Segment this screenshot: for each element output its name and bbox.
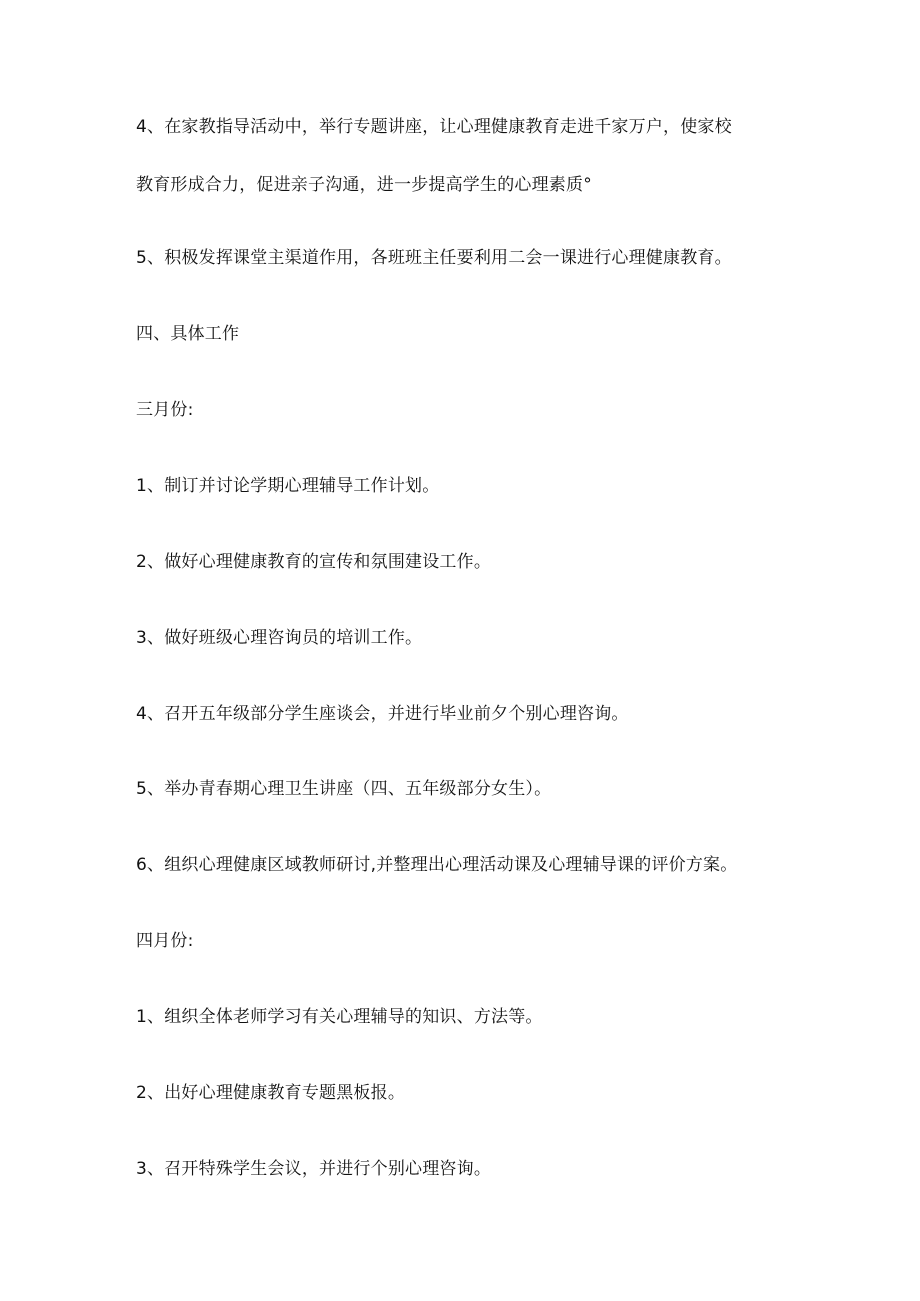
paragraph-item-4-line-1: 4、在家教指导活动中，举行专题讲座，让心理健康教育走进千家万户，使家校 [136, 117, 732, 137]
month-heading-march: 三月份: [136, 400, 194, 420]
section-heading: 四、具体工作 [136, 324, 240, 344]
april-task-1: 1、组织全体老师学习有关心理辅导的知识、方法等。 [136, 1007, 543, 1027]
paragraph-item-5: 5、积极发挥课堂主渠道作用，各班班主任要利用二会一课进行心理健康教育。 [136, 248, 732, 268]
march-task-2: 2、做好心理健康教育的宣传和氛围建设工作。 [136, 552, 492, 572]
april-task-2: 2、出好心理健康教育专题黑板报。 [136, 1083, 406, 1103]
march-task-1: 1、制订并讨论学期心理辅导工作计划。 [136, 476, 440, 496]
march-task-4: 4、召开五年级部分学生座谈会，并进行毕业前夕个别心理咨询。 [136, 704, 629, 724]
paragraph-item-4-line-2: 教育形成合力，促进亲子沟通，进一步提高学生的心理素质° [136, 175, 592, 195]
march-task-5: 5、举办青春期心理卫生讲座（四、五年级部分女生）。 [136, 779, 552, 799]
month-heading-april: 四月份: [136, 931, 194, 951]
march-task-3: 3、做好班级心理咨询员的培训工作。 [136, 628, 423, 648]
march-task-6: 6、组织心理健康区域教师研讨,并整理出心理活动课及心理辅导课的评价方案。 [136, 855, 738, 875]
april-task-3: 3、召开特殊学生会议，并进行个别心理咨询。 [136, 1159, 492, 1179]
